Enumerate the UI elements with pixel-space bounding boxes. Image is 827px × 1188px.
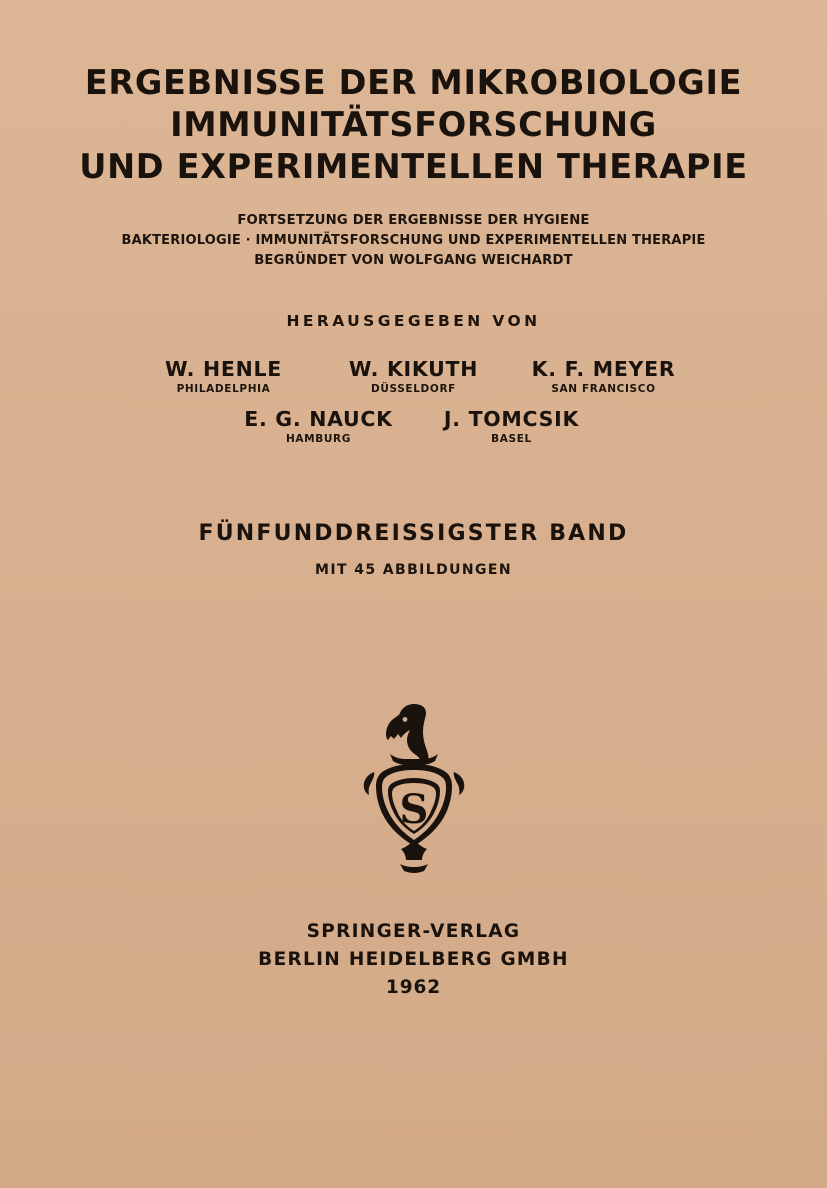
editor-kikuth xyxy=(319,357,509,395)
editor-city: BASEL xyxy=(491,432,532,445)
volume-number: FÜNFUNDDREISSIGSTER BAND xyxy=(198,520,629,546)
title-line-2: IMMUNITÄTSFORSCHUNG xyxy=(170,105,657,145)
editor-city: HAMBURG xyxy=(285,432,351,445)
editor-nauck xyxy=(221,407,417,445)
subtitle xyxy=(0,211,827,272)
editor-city: SAN FRANCISCO xyxy=(551,382,656,395)
subtitle-line-1: FORTSETZUNG DER ERGEBNISSE DER HYGIENE xyxy=(237,212,590,228)
logo-monogram: S xyxy=(399,785,428,833)
editor-henle xyxy=(129,357,319,395)
title-line-3: UND EXPERIMENTELLEN THERAPIE xyxy=(79,147,748,187)
publisher-logo-wrap xyxy=(0,698,827,883)
subtitle-line-3: BEGRÜNDET VON WOLFGANG WEICHARDT xyxy=(254,253,573,269)
springer-knight-logo-icon xyxy=(360,698,468,883)
editor-name: J. TOMCSIK xyxy=(443,406,580,431)
editors-row-2 xyxy=(0,407,827,445)
publication-year: 1962 xyxy=(385,976,442,998)
imprint xyxy=(0,921,827,998)
editor-name: K. F. MEYER xyxy=(531,356,676,381)
editor-city: PHILADELPHIA xyxy=(176,382,271,395)
editor-name: E. G. NAUCK xyxy=(244,406,393,431)
editor-meyer xyxy=(509,357,699,395)
editors-row-1 xyxy=(0,357,827,395)
title-line-1: ERGEBNISSE DER MIKROBIOLOGIE xyxy=(84,63,743,102)
editor-city: DÜSSELDORF xyxy=(371,382,456,395)
editor-name: W. KIKUTH xyxy=(348,356,479,381)
publisher-name: SPRINGER-VERLAG xyxy=(306,920,521,942)
editor-name: W. HENLE xyxy=(165,356,282,381)
editor-tomcsik xyxy=(417,407,607,445)
editors-label: HERAUSGEGEBEN VON xyxy=(286,311,541,330)
publisher-city: BERLIN HEIDELBERG GMBH xyxy=(258,948,569,970)
subtitle-line-2: BAKTERIOLOGIE · IMMUNITÄTSFORSCHUNG UND EXPERIMENTELLEN THERAPIE xyxy=(121,233,706,249)
page-title xyxy=(0,62,827,189)
illustrations-count: MIT 45 ABBILDUNGEN xyxy=(315,561,512,578)
